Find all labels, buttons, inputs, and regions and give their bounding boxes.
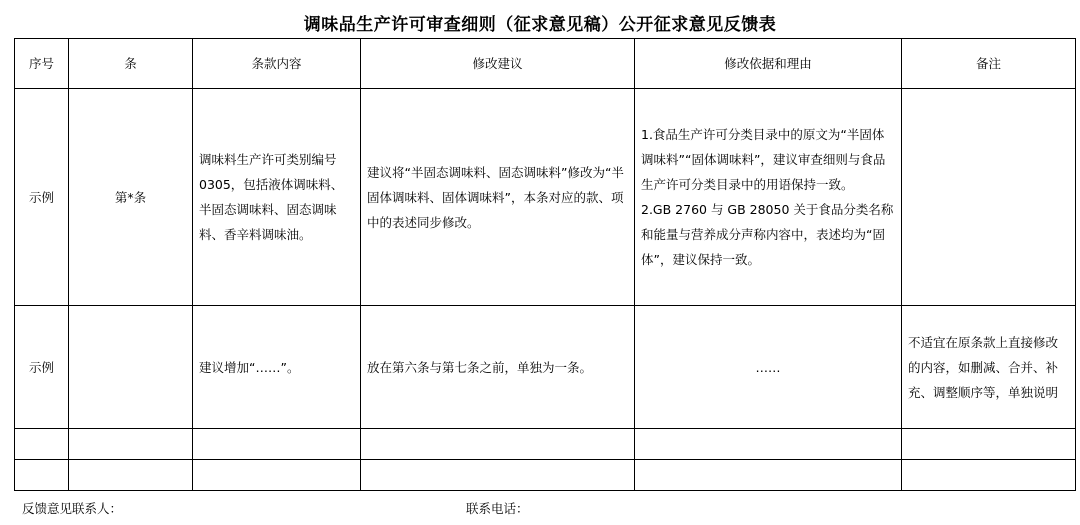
cell-suggestion: 放在第六条与第七条之前，单独为一条。 xyxy=(361,306,635,429)
empty-cell[interactable] xyxy=(69,460,193,491)
empty-cell[interactable] xyxy=(361,460,635,491)
cell-content: 建议增加“……”。 xyxy=(193,306,361,429)
empty-cell[interactable] xyxy=(635,429,902,460)
reason-paragraph-1: …… xyxy=(755,359,781,375)
header-note: 备注 xyxy=(902,39,1076,89)
cell-suggestion: 建议将“半固态调味料、固态调味料”修改为“半固体调味料、固体调味料”，本条对应的款、项中的表述同步修改。 xyxy=(361,89,635,306)
empty-cell[interactable] xyxy=(69,429,193,460)
cell-seq: 示例 xyxy=(15,89,69,306)
cell-note: 不适宜在原条款上直接修改的内容，如删减、合并、补充、调整顺序等，单独说明 xyxy=(902,306,1076,429)
empty-cell[interactable] xyxy=(15,429,69,460)
reason-paragraph-1: 1.食品生产许可分类目录中的原文为“半固体调味料”“固体调味料”，建议审查细则与食品生产许可分类目录中的用语保持一致。 xyxy=(641,127,886,192)
contact-person-label: 反馈意见联系人： xyxy=(22,501,123,516)
header-article: 条 xyxy=(69,39,193,89)
feedback-table xyxy=(14,38,1076,491)
empty-row xyxy=(15,460,1076,491)
cell-article xyxy=(69,306,193,429)
empty-cell[interactable] xyxy=(635,460,902,491)
table-header-row xyxy=(15,39,1076,89)
header-reason: 修改依据和理由 xyxy=(635,39,902,89)
header-suggestion: 修改建议 xyxy=(361,39,635,89)
table-row xyxy=(15,89,1076,306)
header-seq: 序号 xyxy=(15,39,69,89)
empty-cell[interactable] xyxy=(193,429,361,460)
header-content: 条款内容 xyxy=(193,39,361,89)
cell-reason xyxy=(635,89,902,306)
empty-cell[interactable] xyxy=(15,460,69,491)
cell-seq: 示例 xyxy=(15,306,69,429)
contact-phone-label: 联系电话： xyxy=(466,501,529,516)
cell-reason xyxy=(635,306,902,429)
cell-content: 调味料生产许可类别编号0305，包括液体调味料、半固态调味料、固态调味料、香辛料调味油。 xyxy=(193,89,361,306)
empty-cell[interactable] xyxy=(361,429,635,460)
cell-note xyxy=(902,89,1076,306)
empty-cell[interactable] xyxy=(193,460,361,491)
cell-article: 第*条 xyxy=(69,89,193,306)
empty-cell[interactable] xyxy=(902,429,1076,460)
table-row xyxy=(15,306,1076,429)
document-title: 调味品生产许可审查细则（征求意见稿）公开征求意见反馈表 xyxy=(303,15,777,35)
empty-cell[interactable] xyxy=(902,460,1076,491)
empty-row xyxy=(15,429,1076,460)
reason-paragraph-2: 2.GB 2760 与 GB 28050 关于食品分类名称和能量与营养成分声称内容中，表述均为“固体”，建议保持一致。 xyxy=(641,202,894,267)
